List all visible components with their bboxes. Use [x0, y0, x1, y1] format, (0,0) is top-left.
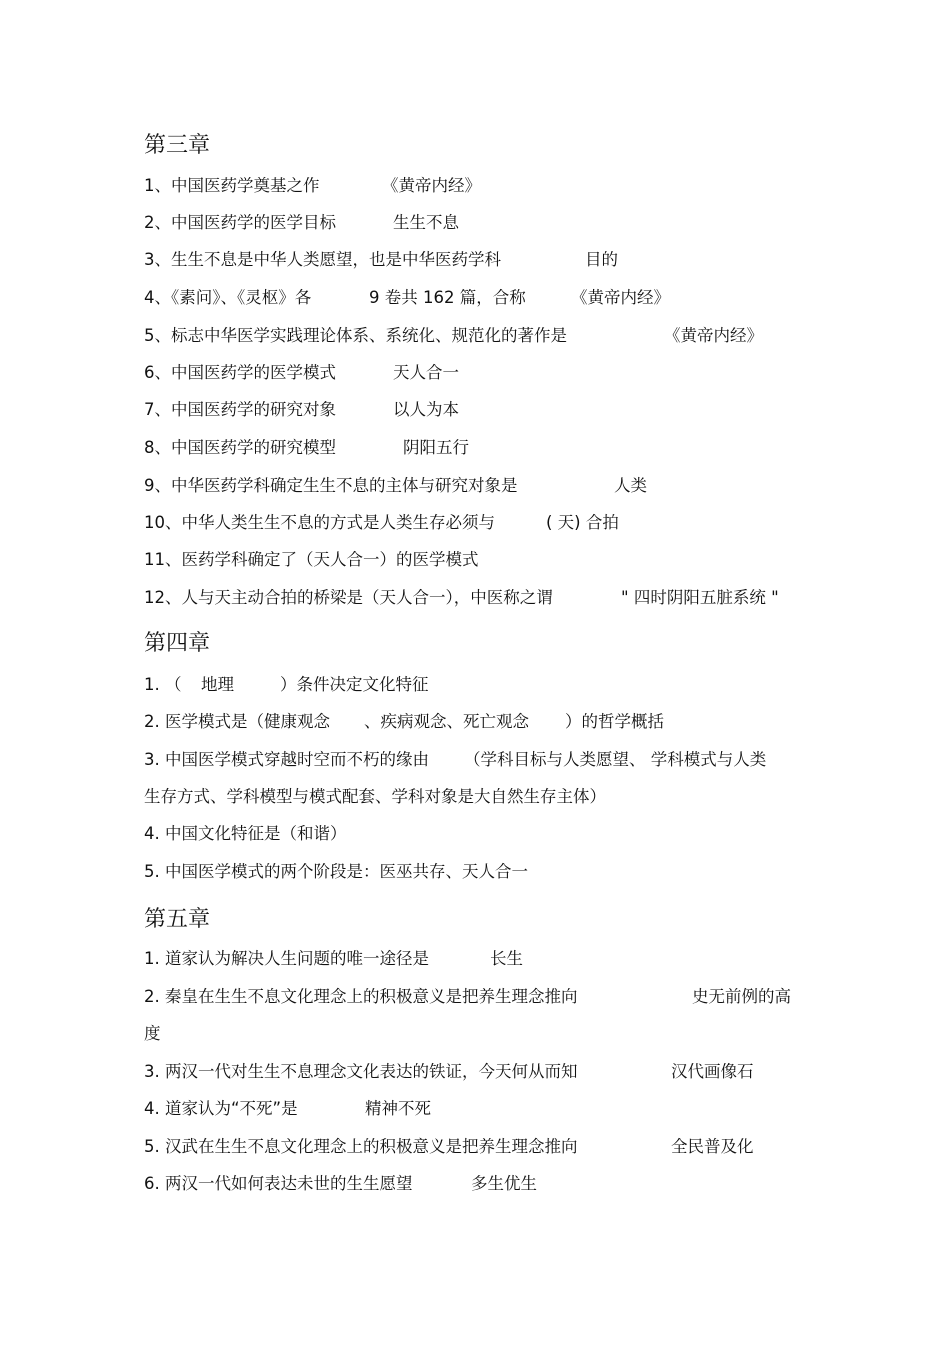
- question: 2. 秦皇在生生不息文化理念上的积极意义是把养生理念推向: [144, 987, 578, 1006]
- answer: 《黄帝内经》: [382, 176, 481, 195]
- answer: 汉代画像石: [671, 1062, 754, 1081]
- question: 4. 中国文化特征是（和谐）: [144, 824, 347, 843]
- chapter-4-title: 第四章: [144, 631, 211, 656]
- chapter-5-title: 第五章: [144, 907, 211, 932]
- question: 9、中华医药学科确定生生不息的主体与研究对象是: [144, 476, 518, 495]
- answer: 全民普及化: [671, 1137, 754, 1156]
- answer: 阴阳五行: [403, 438, 469, 457]
- continuation: 生存方式、学科模型与模式配套、学科对象是大自然生存主体）: [144, 787, 606, 806]
- question: 6. 两汉一代如何表达未世的生生愿望: [144, 1174, 413, 1193]
- answer: （学科目标与人类愿望、 学科模式与人类: [464, 750, 767, 769]
- answer: 目的: [585, 250, 618, 269]
- question: 3. 两汉一代对生生不息理念文化表达的铁证，今天何从而知: [144, 1062, 578, 1081]
- question: 12、人与天主动合拍的桥梁是（天人合一），中医称之谓: [144, 588, 553, 607]
- question: 1、中国医药学奠基之作: [144, 176, 320, 195]
- question: 5、标志中华医学实践理论体系、系统化、规范化的著作是: [144, 326, 567, 345]
- answer: 《黄帝内经》: [664, 326, 763, 345]
- question: 6、中国医药学的医学模式: [144, 363, 336, 382]
- answer: 9 卷共 162 篇，合称: [369, 288, 526, 307]
- question: 5. 中国医学模式的两个阶段是：医巫共存、天人合一: [144, 862, 528, 881]
- question: 5. 汉武在生生不息文化理念上的积极意义是把养生理念推向: [144, 1137, 578, 1156]
- answer: 多生优生: [471, 1174, 537, 1193]
- answer: 天人合一: [393, 363, 459, 382]
- question: 2、中国医药学的医学目标: [144, 213, 336, 232]
- chapter-3-title: 第三章: [144, 133, 211, 158]
- question: 10、中华人类生生不息的方式是人类生存必须与: [144, 513, 495, 532]
- answer: 史无前例的高: [692, 987, 791, 1006]
- answer: " 四时阴阳五脏系统 ": [621, 588, 779, 607]
- answer: 以人为本: [393, 400, 459, 419]
- question: 4、《素问》、《灵枢》各: [144, 288, 312, 307]
- answer-2: 《黄帝内经》: [571, 288, 670, 307]
- answer: ( 天) 合拍: [546, 513, 619, 532]
- question: 1. （: [144, 675, 182, 694]
- question: 2. 医学模式是（健康观念: [144, 712, 330, 731]
- question: 3、生生不息是中华人类愿望，也是中华医药学科: [144, 250, 501, 269]
- answer: 人类: [614, 476, 647, 495]
- answer: 长生: [490, 949, 523, 968]
- question: 3. 中国医学模式穿越时空而不朽的缘由: [144, 750, 429, 769]
- answer: 、疾病观念、死亡观念: [364, 712, 529, 731]
- answer: 精神不死: [365, 1099, 431, 1118]
- answer: 生生不息: [393, 213, 459, 232]
- question: 7、中国医药学的研究对象: [144, 400, 336, 419]
- question: 11、医药学科确定了（天人合一）的医学模式: [144, 550, 479, 569]
- answer-2: ）条件决定文化特征: [280, 675, 429, 694]
- continuation: 度: [144, 1024, 161, 1043]
- question: 1. 道家认为解决人生问题的唯一途径是: [144, 949, 429, 968]
- question: 4. 道家认为“不死”是: [144, 1099, 298, 1118]
- answer: 地理: [201, 675, 234, 694]
- question: 8、中国医药学的研究模型: [144, 438, 336, 457]
- answer-2: ）的哲学概括: [565, 712, 664, 731]
